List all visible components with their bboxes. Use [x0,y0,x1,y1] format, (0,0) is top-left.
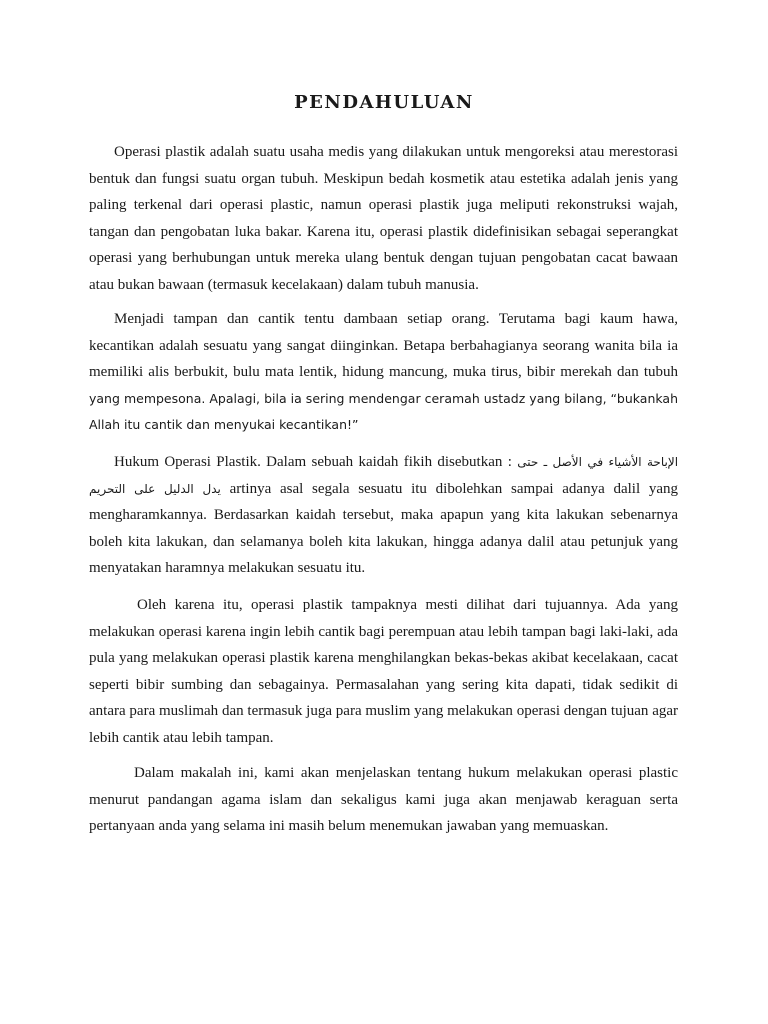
paragraph-2-sans-text: yang mempesona. Apalagi, bila ia sering mendengar ceramah ustadz yang bilang, [89,390,607,406]
arabic-fiqh-rule: الإباحة الأشياء في الأصل ـ حتى يدل الدليل على التحريم [89,455,679,496]
paragraph-4-text: Oleh karena itu, operasi plastik tampaknya mesti dilihat dari tujuannya. Ada yang melakukan operasi karena ingin lebih cantik bagi perempuan atau lebih tampan bagi laki-laki, ada pula yang melakukan operasi plastik karena menghilangkan bekas-bekas akibat kecelakaan, cacat seperti bibir sumbing dan sebagainya. Permasalahan yang sering kita dapati, tidak sedikit di antara para muslimah dan termasuk juga para muslim yang melakukan operasi dengan tujuan agar lebih cantik atau lebih tampan. [89,597,678,746]
paragraph-3-rest: artinya asal segala sesuatu itu dibolehkan sampai adanya dalil yang mengharamkannya. Berdasarkan kaidah tersebut, maka apapun yang kita lakukan sebenarnya boleh kita lakukan, dan selamanya boleh kita lakukan, hingga adanya dalil atau petunjuk yang menyatakan haramnya melakukan sesuatu itu. [89,480,678,577]
paragraph-5-text: Dalam makalah ini, kami akan menjelaskan tentang hukum melakukan operasi plastic menurut pandangan agama islam dan sekaligus kami juga akan menjawab keraguan serta pertanyaan anda yang selama ini masih belum menemukan jawaban yang memuaskan. [89,765,678,835]
paragraph-3-text [89,449,678,582]
paragraph-1-text: Operasi plastik adalah suatu usaha medis yang dilakukan untuk mengoreksi atau merestorasi bentuk dan fungsi suatu organ tubuh. Meskipun bedah kosmetik atau estetika adalah jenis yang paling terkenal dari operasi plastic, namun operasi plastik juga meliputi rekonstruksi wajah, tangan dan pengobatan luka bakar. Karena itu, operasi plastik didefinisikan sebagai seperangkat operasi yang berhubungan untuk mereka ulang bentuk dengan tujuan pengobatan cacat bawaan atau bukan bawaan (termasuk kecelakaan) dalam tubuh manusia. [89,144,678,293]
paragraph-4 [89,592,678,752]
paragraph-2-quote: “bukankah Allah itu cantik dan menyukai kecantikan!” [89,390,678,433]
paragraph-2-text [89,306,678,439]
document-title: PENDAHULUAN [294,92,474,113]
paragraph-1 [89,139,678,299]
paragraph-5 [89,760,678,840]
paragraph-3 [89,449,678,582]
paragraph-2-serif-text: Menjadi tampan dan cantik tentu dambaan setiap orang. Terutama bagi kaum hawa, kecantikan adalah sesuatu yang sangat diinginkan. Betapa berbahagianya seorang wanita bila ia memiliki alis berbukit, bulu mata lentik, hidung mancung, muka tirus, bibir merekah dan tubuh [89,311,678,381]
paragraph-2 [89,306,678,439]
paragraph-3-intro: Hukum Operasi Plastik. Dalam sebuah kaidah fikih disebutkan : [114,454,512,470]
